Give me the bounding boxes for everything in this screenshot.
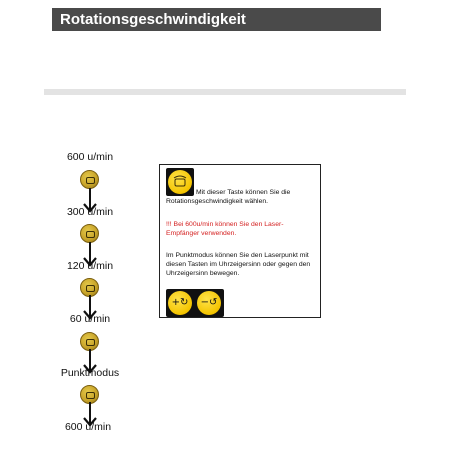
step-label-600-end: 600 u/min	[64, 421, 112, 433]
step-label-300: 300 u/min	[66, 206, 114, 218]
rotation-speed-button-icon	[80, 170, 99, 189]
counterclockwise-minus-icon: −↺	[197, 291, 221, 315]
point-mode-description: Im Punktmodus können Sie den Laserpunkt mit diesen Tasten im Uhrzeigersinn oder gegen den Uhrzeigersinn bewegen.	[166, 252, 311, 277]
page-title: Rotationsgeschwindigkeit	[52, 8, 381, 31]
rotation-speed-button-icon	[80, 224, 99, 243]
button-description: Mit dieser Taste können Sie die Rotationsgeschwindigkeit wählen.	[166, 189, 291, 205]
warning-text: !!! Bei 600u/min können Sie den Laser-Empfänger verwenden.	[166, 221, 284, 237]
clockwise-plus-icon: +↻	[168, 291, 192, 315]
step-label-punktmodus: Punktmodus	[60, 367, 120, 379]
step-label-60: 60 u/min	[69, 313, 111, 325]
direction-buttons	[166, 289, 224, 317]
step-label-120: 120 u/min	[66, 260, 114, 272]
step-label-600-start: 600 u/min	[66, 151, 114, 163]
section-divider	[44, 89, 406, 95]
rotation-symbol-icon	[172, 175, 188, 189]
